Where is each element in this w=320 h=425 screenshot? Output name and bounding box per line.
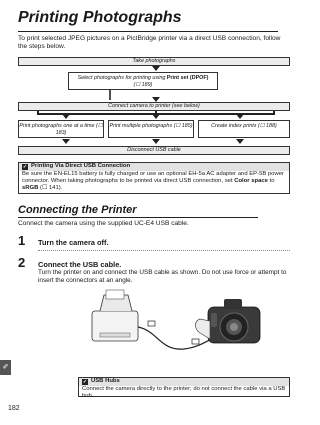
step-number: 1 [18,233,26,248]
step-divider [38,250,290,251]
note-direct-usb [18,162,290,194]
usb-connector-icon [192,339,199,344]
note-header [19,163,289,171]
checkmark-icon: ✓ [22,163,28,170]
page-title: Printing Photographs [18,8,278,32]
arrow-down-icon [236,139,244,144]
section-tab-icon: ✐ [0,360,11,375]
usb-connector-icon [148,321,155,326]
arrow-down-icon [152,66,160,71]
note-body: Be sure the EN-EL15 battery is fully charged or use an optional EH-5a AC adapter and EP-5B power connector. When taking photographs to be printed via direct USB connection, set Color space to sRGB (☐ 141). [22,170,284,192]
arrow-down-icon [152,114,160,119]
flow-connect-camera: Connect camera to printer (see below) [18,102,290,111]
flow-select-photographs: Select photographs for printing using Print set (DPOF) (☐ 189) [68,72,218,90]
camera-icon [208,299,260,343]
arrow-down-icon [62,114,70,119]
step-number: 2 [18,255,26,270]
step-body: Turn the printer on and connect the USB cable as shown. Do not use force or attempt to insert the connectors at an angle. [38,269,287,284]
flow-print-multiple: Print multiple photographs (☐ 185) [108,120,194,138]
flow-create-index-prints: Create index prints (☐ 188) [198,120,290,138]
step-title: Turn the camera off. [38,238,109,247]
arrow-down-icon [236,114,244,119]
note-header [79,378,289,386]
section-intro: Connect the camera using the supplied UC-E4 USB cable. [18,220,189,227]
arrow-down-icon [62,139,70,144]
note-body: Connect the camera directly to the printer; do not connect the cable via a USB hub. [82,385,286,399]
note-usb-hubs [78,377,290,397]
checkmark-icon: ✓ [82,378,88,385]
printer-icon [92,290,138,341]
page-number: 182 [8,405,20,412]
hand-icon [196,319,211,339]
printer-camera-illustration [88,287,268,361]
note-title: USB Hubs [91,378,120,385]
flow-take-photographs: Take photographs [18,57,290,66]
flow-print-one-at-a-time: Print photographs one at a time (☐ 183) [18,120,104,138]
step-title: Connect the USB cable. [38,260,122,269]
arrow-down-icon [152,139,160,144]
flow-disconnect-usb: Disconnect USB cable [18,146,290,155]
section-heading: Connecting the Printer [18,204,258,218]
intro-text: To print selected JPEG pictures on a PictBridge printer via a direct USB connection, follow the steps below. [18,35,281,51]
note-title: Printing Via Direct USB Connection [31,163,131,170]
